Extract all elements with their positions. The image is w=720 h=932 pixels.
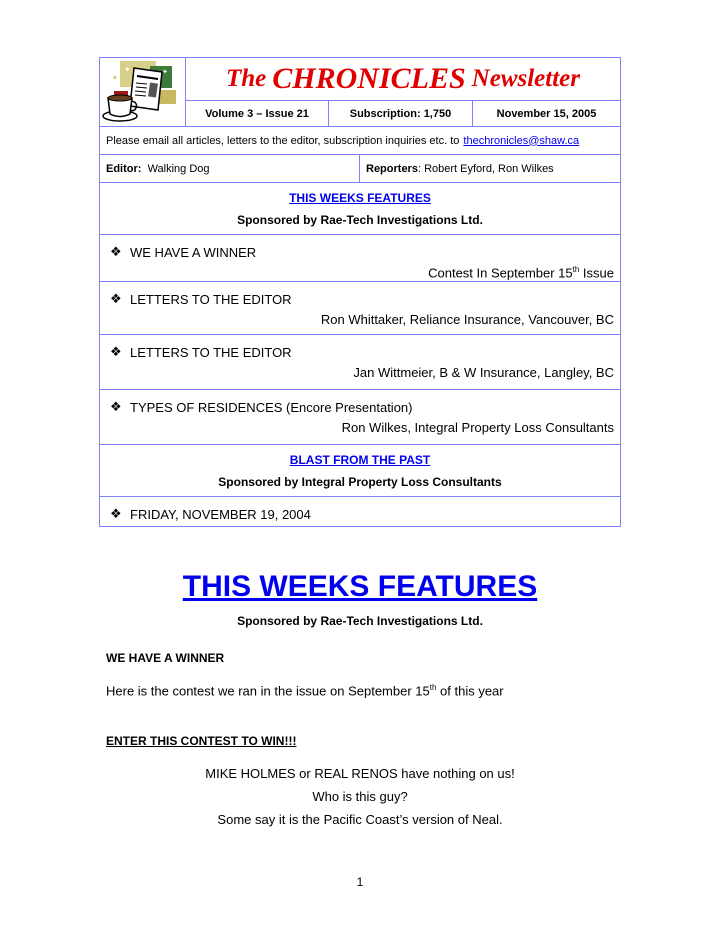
toc-item: [100, 335, 620, 390]
svg-text:✦: ✦: [162, 68, 168, 76]
winner-paragraph-tail: of this year: [436, 683, 504, 699]
email-link[interactable]: thechronicles@shaw.ca: [463, 134, 580, 147]
editor-cell: [100, 155, 360, 182]
diamond-bullet-icon: ❖: [110, 344, 122, 359]
toc-item-sub-tail: Issue: [579, 265, 614, 281]
newsletter-title: [186, 58, 620, 101]
toc-item-sub: Ron Whittaker, Reliance Insurance, Vancouver, BC: [320, 312, 614, 327]
contest-heading: ENTER THIS CONTEST TO WIN!!!: [106, 734, 297, 748]
contest-line: MIKE HOLMES or REAL RENOS have nothing on us!: [205, 766, 515, 781]
toc-item-sub: Ron Wilkes, Integral Property Loss Consultants: [341, 420, 614, 435]
toc-item: [100, 390, 620, 445]
toc-item-title: LETTERS TO THE EDITOR: [130, 344, 292, 360]
toc-item-title: FRIDAY, NOVEMBER 19, 2004: [130, 506, 311, 522]
features-sponsor: Sponsored by Rae-Tech Investigations Ltd.: [237, 614, 483, 628]
winner-subhead: WE HAVE A WINNER: [106, 651, 225, 665]
toc-item-title: TYPES OF RESIDENCES (Encore Presentation): [130, 399, 413, 415]
winner-paragraph-text: Here is the contest we ran in the issue on September 15: [106, 683, 430, 699]
contest-line: Who is this guy?: [312, 789, 408, 804]
reporters-label: Reporters: [366, 162, 418, 175]
toc-item: [100, 235, 620, 282]
title-the: The: [226, 65, 267, 92]
toc-past-link[interactable]: BLAST FROM THE PAST: [289, 452, 431, 467]
svg-text:✦: ✦: [112, 74, 118, 82]
toc-item: [100, 497, 620, 526]
editor-label: Editor:: [106, 162, 142, 175]
winner-paragraph: [106, 683, 504, 698]
title-tail: Newsletter: [471, 65, 580, 92]
issue-date: November 15, 2005: [496, 107, 597, 120]
toc-item-sub: Jan Wittmeier, B & W Insurance, Langley, BC: [353, 365, 614, 380]
volume-issue: Volume 3 – Issue 21: [186, 101, 329, 126]
title-main: CHRONICLES: [272, 62, 466, 95]
issue-meta: [186, 101, 620, 126]
toc-features-link[interactable]: THIS WEEKS FEATURES: [289, 190, 431, 205]
diamond-bullet-icon: ❖: [110, 506, 122, 521]
masthead-row: [100, 58, 620, 127]
toc-item-title: LETTERS TO THE EDITOR: [130, 291, 292, 307]
staff-row: [100, 155, 620, 183]
toc-features-sponsor: Sponsored by Rae-Tech Investigations Ltd.: [237, 212, 483, 227]
toc-item-title: WE HAVE A WINNER: [130, 244, 257, 260]
email-row: [100, 127, 620, 155]
email-instructions: Please email all articles, letters to the editor, subscription inquiries etc. to: [106, 134, 460, 147]
editor-name: Walking Dog: [147, 162, 210, 175]
reporters-names: : Robert Eyford, Ron Wilkes: [417, 162, 554, 175]
page-number: 1: [356, 875, 364, 889]
masthead-table: [99, 57, 621, 527]
contest-line: Some say it is the Pacific Coast’s version of Neal.: [217, 812, 503, 827]
toc-item-sup: th: [572, 265, 580, 274]
coffee-newspaper-icon: [100, 58, 186, 127]
reporters-cell: [360, 155, 620, 182]
subscription-count: Subscription: 1,750: [329, 101, 473, 126]
toc-past-header: [100, 445, 620, 497]
diamond-bullet-icon: ❖: [110, 291, 122, 306]
diamond-bullet-icon: ❖: [110, 399, 122, 414]
newsletter-logo: [100, 58, 186, 126]
diamond-bullet-icon: ❖: [110, 244, 122, 259]
svg-text:✦: ✦: [124, 65, 131, 74]
toc-item: [100, 282, 620, 335]
winner-paragraph-sup: th: [429, 683, 437, 692]
features-title: THIS WEEKS FEATURES: [182, 570, 538, 603]
toc-past-sponsor: Sponsored by Integral Property Loss Consultants: [218, 474, 502, 489]
toc-item-sub-text: Contest In September 15: [428, 265, 573, 281]
toc-item-sub: [110, 265, 614, 280]
masthead-title-area: [186, 58, 620, 126]
toc-features-header: [100, 183, 620, 235]
